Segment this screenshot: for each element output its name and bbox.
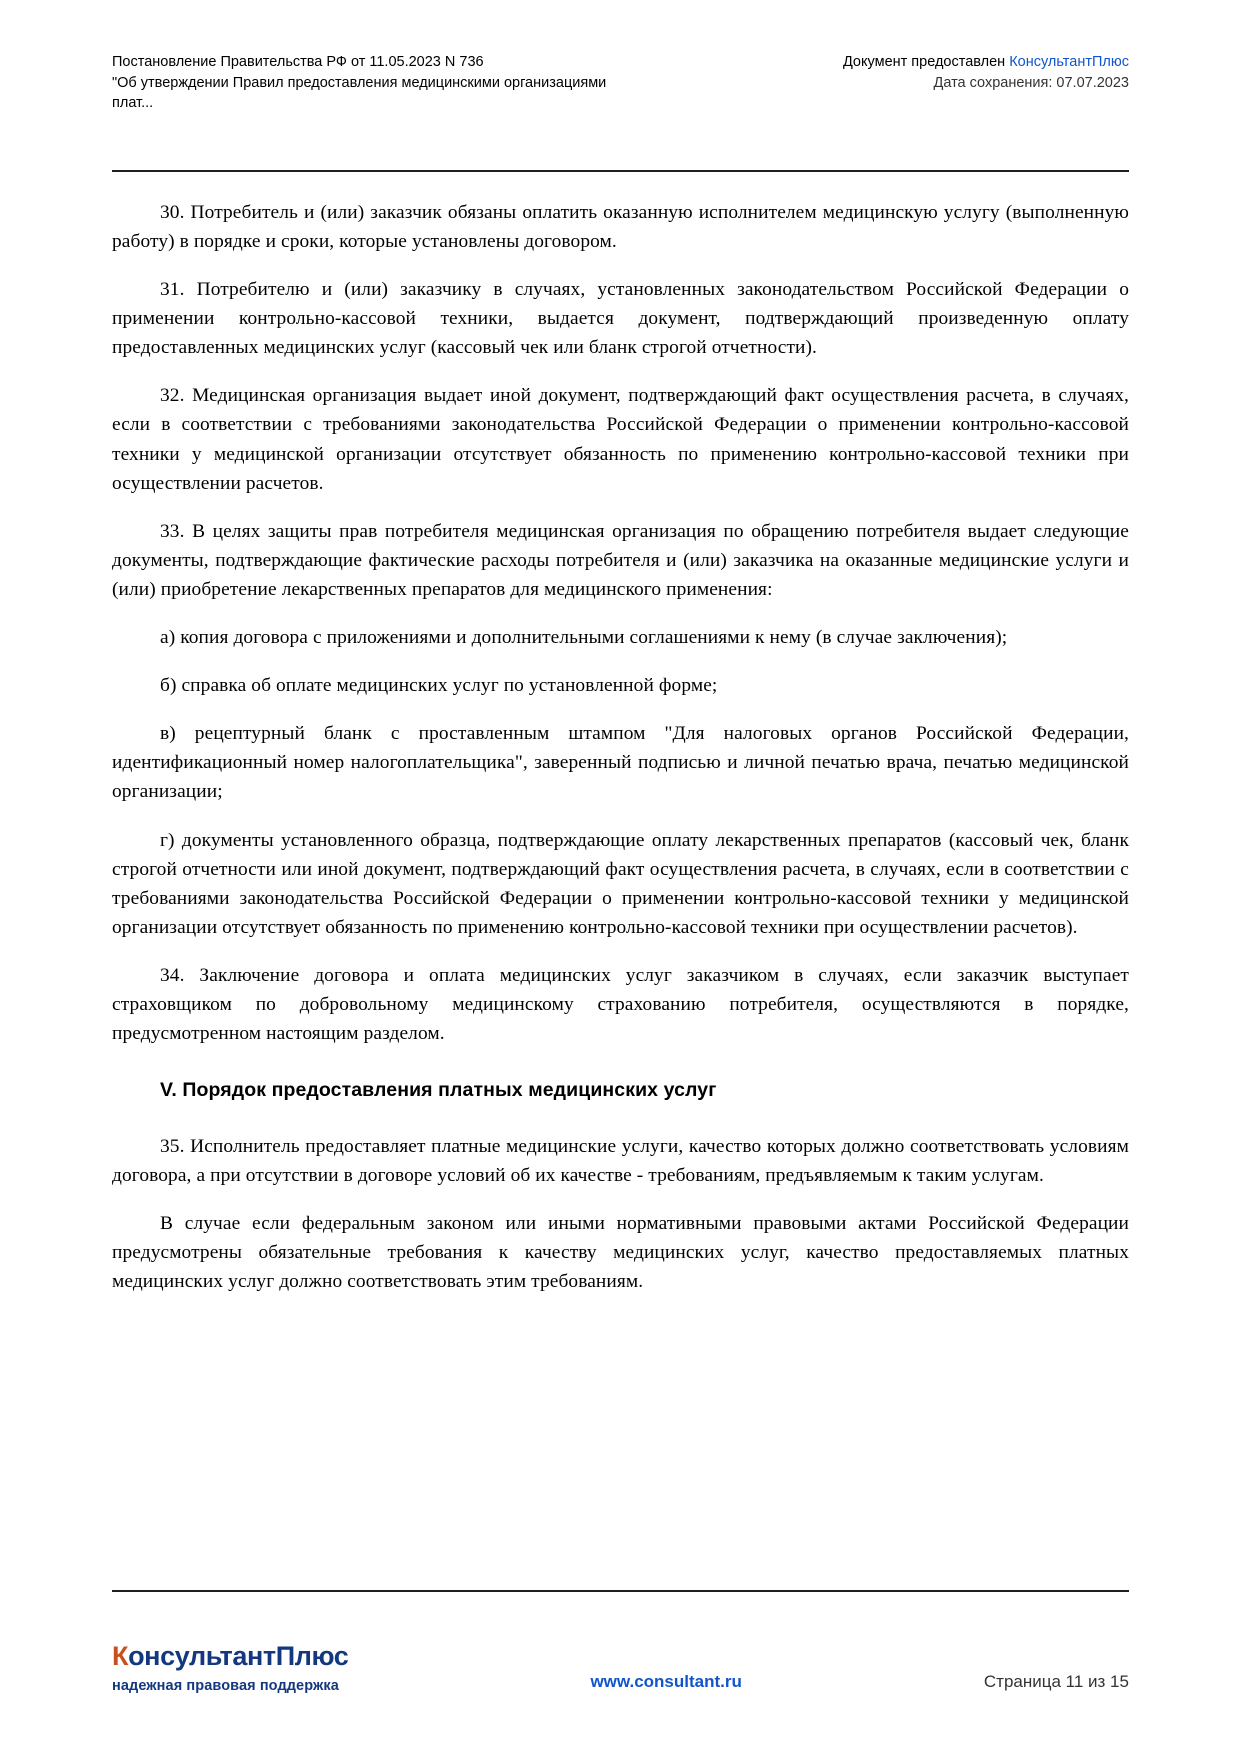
provided-by-line [843,52,1129,73]
paragraph-35-continued: В случае если федеральным законом или иными нормативными правовыми актами Российской Федерации предусмотрены обязательные требования к качеству медицинских услуг, качество предоставляемых платных медицинских услуг должно соответствовать этим требованиям. [112,1212,1129,1293]
paragraph-35: 35. Исполнитель предоставляет платные медицинские услуги, качество которых должно соответствовать условиям договора, а при отсутствии в договоре условий об их качестве - требованиям, предъявляемым к таким услугам. [112,1135,1129,1186]
logo-initial: К [112,1641,129,1672]
document-body [112,172,1129,1296]
paragraph-31: 31. Потребителю и (или) заказчику в случаях, установленных законодательством Российской Федерации о применении контрольно-кассовой техники, выдается документ, подтверждающий произведенную оплату предоставленных медицинских услуг (кассовый чек или бланк строгой отчетности). [112,278,1129,359]
paragraph-32: 32. Медицинская организация выдает иной документ, подтверждающий факт осуществления расчета, в случаях, если в соответствии с требованиями законодательства Российской Федерации о применении контрольно-кассовой техники у медицинской организации отсутствует обязанность по применению контрольно-кассовой техники при осуществлении расчетов. [112,385,1129,494]
page-header [112,52,1129,114]
footer-divider [112,1590,1129,1592]
provided-by-label: Документ предоставлен [842,54,1010,70]
page-footer [112,1642,1129,1695]
paragraph-33-a: а) копия договора с приложениями и дополнительными соглашениями к нему (в случае заключения); [160,627,1008,649]
paragraph-33: 33. В целях защиты прав потребителя медицинская организация по обращению потребителя выдает следующие документы, подтверждающие фактические расходы потребителя и (или) заказчика на оказанные медицинские услуги и (или) приобретение лекарственных препаратов для медицинского применения: [112,520,1129,600]
consultant-plus-logo [112,1642,348,1695]
save-date: Дата сохранения: 07.07.2023 [933,74,1129,91]
paragraph-30: 30. Потребитель и (или) заказчик обязаны оплатить оказанную исполнителем медицинскую услугу (выполненную работу) в порядке и сроки, которые установлены договором. [112,201,1129,252]
document-title-line-1: Постановление Правительства РФ от 11.05.2023 N 736 [112,54,484,70]
logo-wordmark [112,1642,348,1672]
document-title-line-3: плат... [112,95,154,112]
paragraph-33-g: г) документы установленного образца, подтверждающие оплату лекарственных препаратов (кассовый чек, бланк строгой отчетности или иной документ, подтверждающий факт осуществления расчета, в случаях, если в соответствии с требованиями законодательства Российской Федерации о применении контрольно-кассовой техники у медицинской организации отсутствует обязанность по применению контрольно-кассовой техники при осуществлении расчетов). [112,829,1129,938]
document-title-block [112,52,606,114]
logo-text: онсультантПлюс [128,1641,349,1672]
document-source-block [843,52,1129,93]
paragraph-34: 34. Заключение договора и оплата медицинских услуг заказчиком в случаях, если заказчик выступает страховщиком по добровольному медицинскому страхованию потребителя, осуществляются в порядке, предусмотренном настоящим разделом. [112,965,1129,1045]
document-title-line-2: "Об утверждении Правил предоставления медицинскими организациями [112,74,607,91]
consultant-plus-link[interactable]: КонсультантПлюс [1009,54,1129,70]
paragraph-33-v: в) рецептурный бланк с проставленным штампом "Для налоговых органов Российской Федерации, идентификационный номер налогоплательщика", заверенный подписью и личной печатью врача, печатью медицинской организации; [112,723,1129,803]
section-heading-v: V. Порядок предоставления платных медицинских услуг [160,1079,717,1102]
page-number: Страница 11 из 15 [983,1672,1129,1691]
website-link[interactable]: www.consultant.ru [590,1672,742,1691]
paragraph-33-b: б) справка об оплате медицинских услуг по установленной форме; [160,675,718,697]
logo-tagline: надежная правовая поддержка [112,1678,339,1695]
